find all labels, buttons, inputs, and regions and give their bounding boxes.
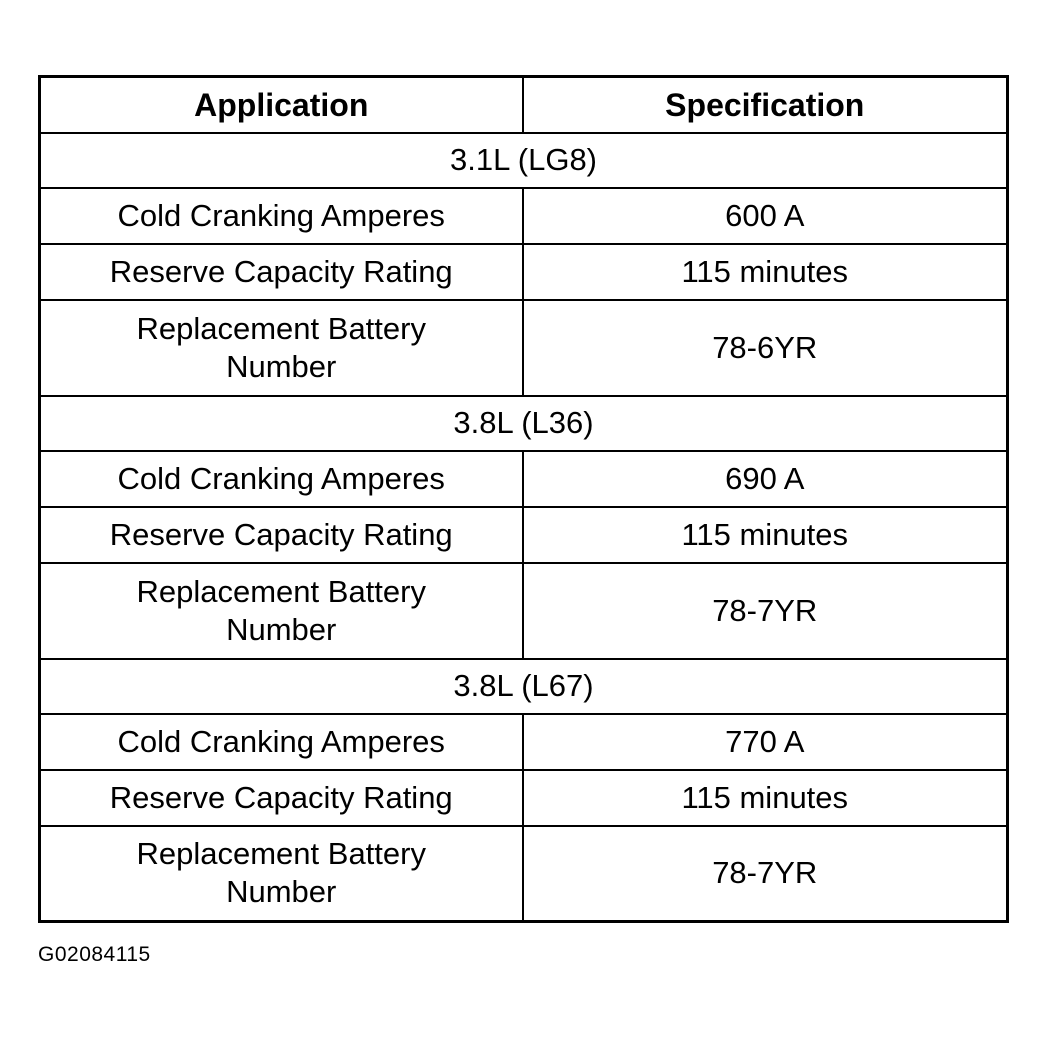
engine-label: 3.8L (L36) [40, 396, 1008, 451]
specification-cell: 690 A [523, 451, 1008, 507]
specification-cell: 115 minutes [523, 507, 1008, 563]
application-cell: Cold Cranking Amperes [40, 451, 523, 507]
specification-cell: 78-7YR [523, 563, 1008, 659]
application-line: Number [226, 348, 337, 384]
engine-label: 3.8L (L67) [40, 659, 1008, 714]
figure-id: G02084115 [38, 943, 151, 966]
application-line: Replacement Battery [136, 573, 426, 609]
table-row [40, 563, 1008, 659]
engine-group-row [40, 133, 1008, 188]
application-line: Number [226, 611, 337, 647]
header-row [40, 77, 1008, 133]
engine-group-row [40, 396, 1008, 451]
application-cell [40, 563, 523, 659]
table-row [40, 451, 1008, 507]
table-row [40, 300, 1008, 396]
application-cell: Cold Cranking Amperes [40, 188, 523, 244]
application-cell: Reserve Capacity Rating [40, 244, 523, 300]
application-line: Replacement Battery [136, 310, 426, 346]
application-cell: Reserve Capacity Rating [40, 770, 523, 826]
engine-label: 3.1L (LG8) [40, 133, 1008, 188]
application-cell [40, 826, 523, 922]
specification-cell: 78-6YR [523, 300, 1008, 396]
application-cell: Reserve Capacity Rating [40, 507, 523, 563]
specification-cell: 115 minutes [523, 244, 1008, 300]
header-specification: Specification [523, 77, 1008, 133]
table-row [40, 826, 1008, 922]
table-row [40, 507, 1008, 563]
application-cell [40, 300, 523, 396]
engine-group-row [40, 659, 1008, 714]
specification-cell: 770 A [523, 714, 1008, 770]
table-row [40, 244, 1008, 300]
application-cell: Cold Cranking Amperes [40, 714, 523, 770]
specification-cell: 78-7YR [523, 826, 1008, 922]
table-row [40, 770, 1008, 826]
table-row [40, 188, 1008, 244]
battery-spec-table [38, 75, 1009, 923]
specification-cell: 115 minutes [523, 770, 1008, 826]
application-line: Replacement Battery [136, 836, 426, 872]
table-row [40, 714, 1008, 770]
specification-cell: 600 A [523, 188, 1008, 244]
application-line: Number [226, 874, 337, 910]
header-application: Application [40, 77, 523, 133]
